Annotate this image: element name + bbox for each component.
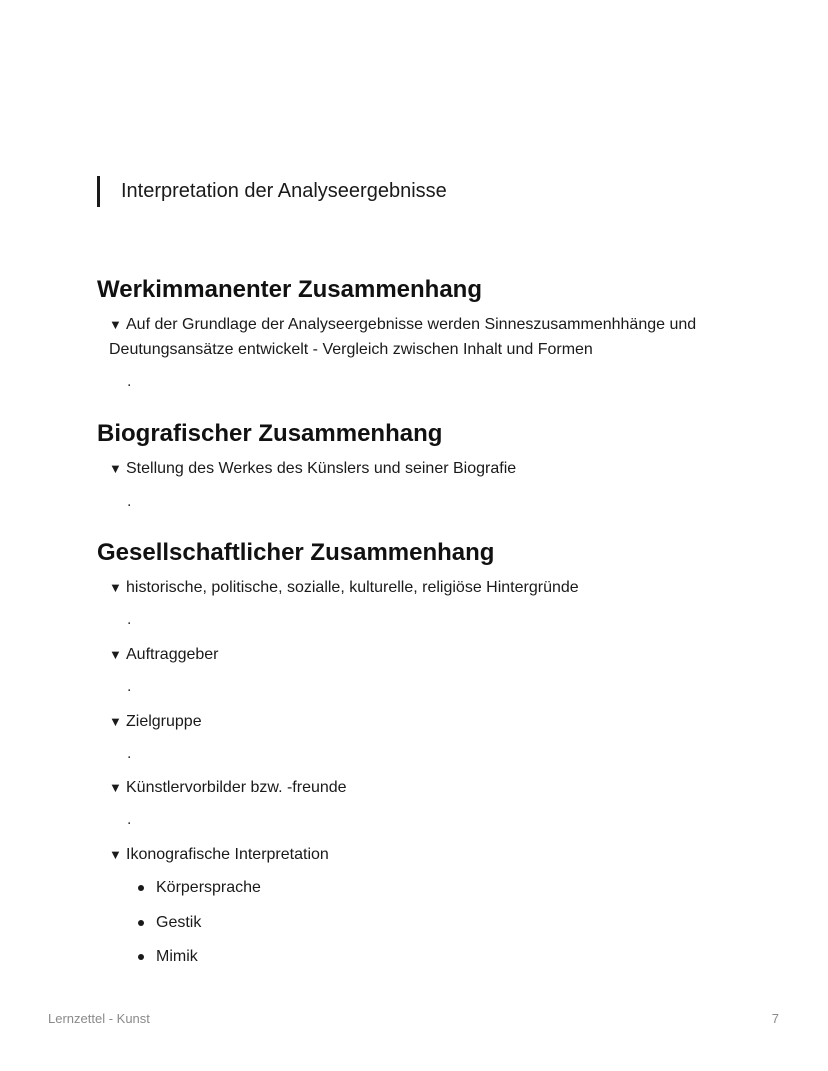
toggle-label: Auf der Grundlage der Analyseergebnisse werden Sinneszusammenhhänge und Deutungsansätze entwickelt - Vergleich zwischen Inhalt und Formen <box>109 316 697 358</box>
list-item: Mimik <box>137 947 261 982</box>
toggle-label: Auftraggeber <box>126 646 219 663</box>
toggle-label: Zielgruppe <box>126 713 202 730</box>
toggle-item[interactable] <box>109 312 749 362</box>
page-number: 7 <box>771 1011 779 1026</box>
toggle-triangle-icon[interactable]: ▼ <box>109 461 122 476</box>
quote-block: Interpretation der Analyseergebnisse <box>97 176 447 207</box>
list-item: Körpersprache <box>137 878 261 913</box>
heading-gesellschaftlich: Gesellschaftlicher Zusammenhang <box>97 539 495 566</box>
list-item: Gestik <box>137 913 261 948</box>
toggle-content-dot: . <box>127 373 132 390</box>
toggle-triangle-icon[interactable]: ▼ <box>109 317 122 332</box>
toggle-triangle-icon[interactable]: ▼ <box>109 580 122 595</box>
toggle-content-dot: . <box>127 493 132 510</box>
toggle-triangle-icon[interactable]: ▼ <box>109 714 122 729</box>
toggle-label: historische, politische, sozialle, kulturelle, religiöse Hintergründe <box>126 579 579 596</box>
heading-werkimmanent: Werkimmanenter Zusammenhang <box>97 276 482 303</box>
toggle-item[interactable] <box>109 456 749 481</box>
bullet-list <box>137 878 261 982</box>
toggle-triangle-icon[interactable]: ▼ <box>109 780 122 795</box>
toggle-label: Ikonografische Interpretation <box>126 846 329 863</box>
toggle-triangle-icon[interactable]: ▼ <box>109 847 122 862</box>
heading-biografisch: Biografischer Zusammenhang <box>97 420 443 447</box>
toggle-label: Künstlervorbilder bzw. -freunde <box>126 779 347 796</box>
toggle-item[interactable] <box>109 642 749 667</box>
toggle-item[interactable] <box>109 775 749 800</box>
toggle-label: Stellung des Werkes des Künslers und seiner Biografie <box>126 460 517 477</box>
footer-title: Lernzettel - Kunst <box>48 1011 150 1026</box>
toggle-item[interactable] <box>109 842 749 867</box>
toggle-content-dot: . <box>127 745 132 762</box>
toggle-content-dot: . <box>127 811 132 828</box>
toggle-item[interactable] <box>109 709 749 734</box>
toggle-content-dot: . <box>127 678 132 695</box>
toggle-content-dot: . <box>127 611 132 628</box>
toggle-item[interactable] <box>109 575 749 600</box>
toggle-triangle-icon[interactable]: ▼ <box>109 647 122 662</box>
